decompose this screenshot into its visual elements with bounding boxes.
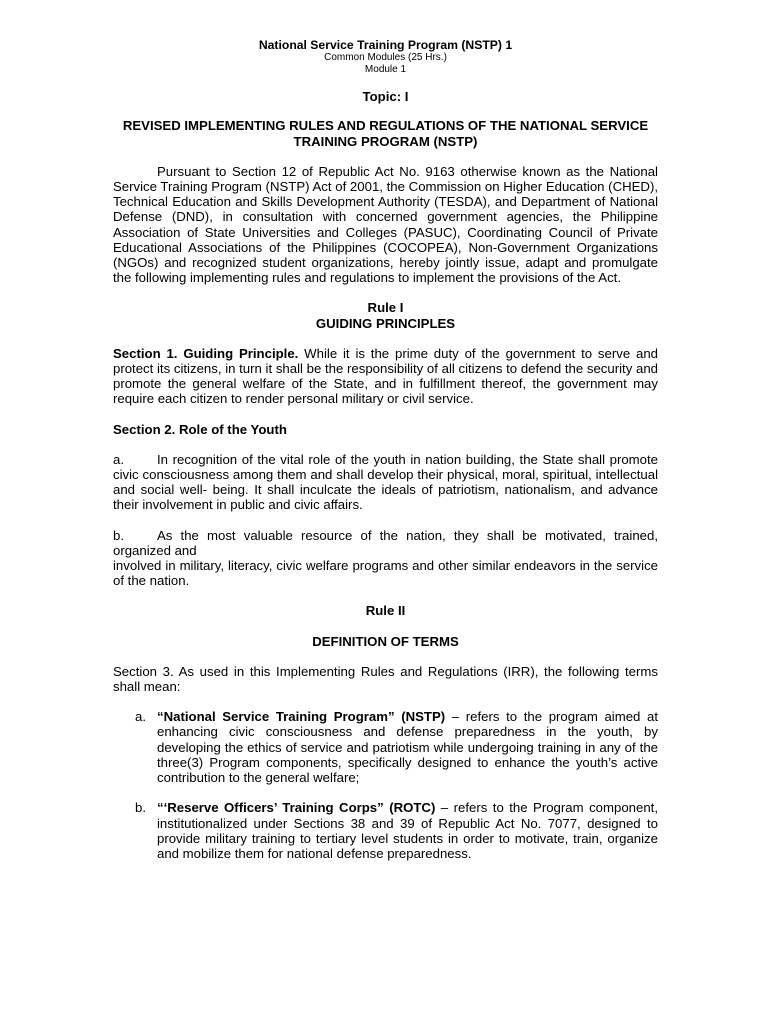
definition-b-term: “‘Reserve Officers’ Training Corps” (ROTC) [157, 800, 436, 816]
topic-heading: Topic: I [362, 89, 409, 105]
definition-a-text: – refers to the program aimed at enhancing civic consciousness and defense preparedness in the youth, by developing the ethics of service and patriotism while undergoing training in any of the three(3) Program components, specifically designed to enhance the youth’s active contribution to the general welfare; [157, 709, 658, 786]
rule-2-label: Rule II [365, 603, 406, 619]
document-page [113, 38, 658, 861]
rule-2-title: DEFINITION OF TERMS [312, 633, 459, 649]
document-header [113, 38, 658, 75]
definition-item-a [113, 709, 658, 785]
item-b-text-1: As the most valuable resource of the nation, they shall be motivated, trained, organized and [113, 527, 658, 558]
item-b-marker: b. [113, 527, 124, 543]
section-1-paragraph [113, 346, 658, 407]
rule-1-title: GUIDING PRINCIPLES [315, 315, 456, 331]
section-2-item-b [113, 528, 658, 589]
definition-a-marker: a. [135, 709, 146, 725]
intro-paragraph: Pursuant to Section 12 of Republic Act No. 9163 otherwise known as the National Service Training Program (NSTP) Act of 2001, the Commission on Higher Education (CHED), Technical Education and Skills Development Authority (TESDA), and Department of National Defense (DND), in consultation with concerned government agencies, the Philippine Association of State Universities and Colleges (PASUC), Coordinating Council of Private Educational Associations of the Philippines (COCOPEA), Non-Government Organizations (NGOs) and recognized student organizations, hereby jointly issue, adapt and promulgate the following implementing rules and regulations to implement the provisions of the Act. [113, 163, 658, 286]
section-1-heading: Section 1. Guiding Principle. [113, 345, 299, 361]
item-a-text: In recognition of the vital role of the youth in nation building, the State shall promote civic consciousness among them and shall develop their physical, moral, spiritual, intellectual and social well- being. It shall inculcate the ideals of patriotism, nationalism, and advance their involvement in public and civic affairs. [113, 451, 658, 513]
section-2-heading: Section 2. Role of the Youth [113, 421, 287, 437]
definition-b-marker: b. [135, 800, 146, 816]
section-1-text: While it is the prime duty of the government to serve and protect its citizens, in turn it shall be the responsibility of all citizens to defend the security and promote the general welfare of the State, and in fulfillment thereof, the government may require each citizen to render personal military or civil service. [113, 345, 659, 407]
section-3-paragraph: Section 3. As used in this Implementing Rules and Regulations (IRR), the following terms shall mean: [113, 663, 658, 695]
definition-item-b [113, 800, 658, 861]
section-2-item-a [113, 452, 658, 513]
definition-a-term: “National Service Training Program” (NSTP) [157, 709, 446, 725]
document-title: REVISED IMPLEMENTING RULES AND REGULATIONS OF THE NATIONAL SERVICE TRAINING PROGRAM (NSTP) [122, 118, 649, 149]
header-title: National Service Training Program (NSTP) 1 [258, 38, 513, 52]
header-subtitle: Common Modules (25 Hrs.) [324, 52, 447, 63]
item-b-line-2: involved in military, literacy, civic welfare programs and other similar endeavors in the service of the nation. [113, 558, 658, 589]
header-module: Module 1 [364, 63, 407, 75]
definitions-list [113, 709, 658, 861]
rule-1-heading [113, 300, 658, 330]
item-a-marker: a. [113, 451, 124, 467]
item-b-line-1 [113, 528, 658, 558]
definition-b-text: – refers to the Program component, institutionalized under Sections 38 and 39 of Republic Act No. 7077, designed to provide military training to tertiary level students in order to motivate, train, organize and mobilize them for national defense preparedness. [157, 800, 658, 861]
rule-1-label: Rule I [367, 300, 404, 316]
